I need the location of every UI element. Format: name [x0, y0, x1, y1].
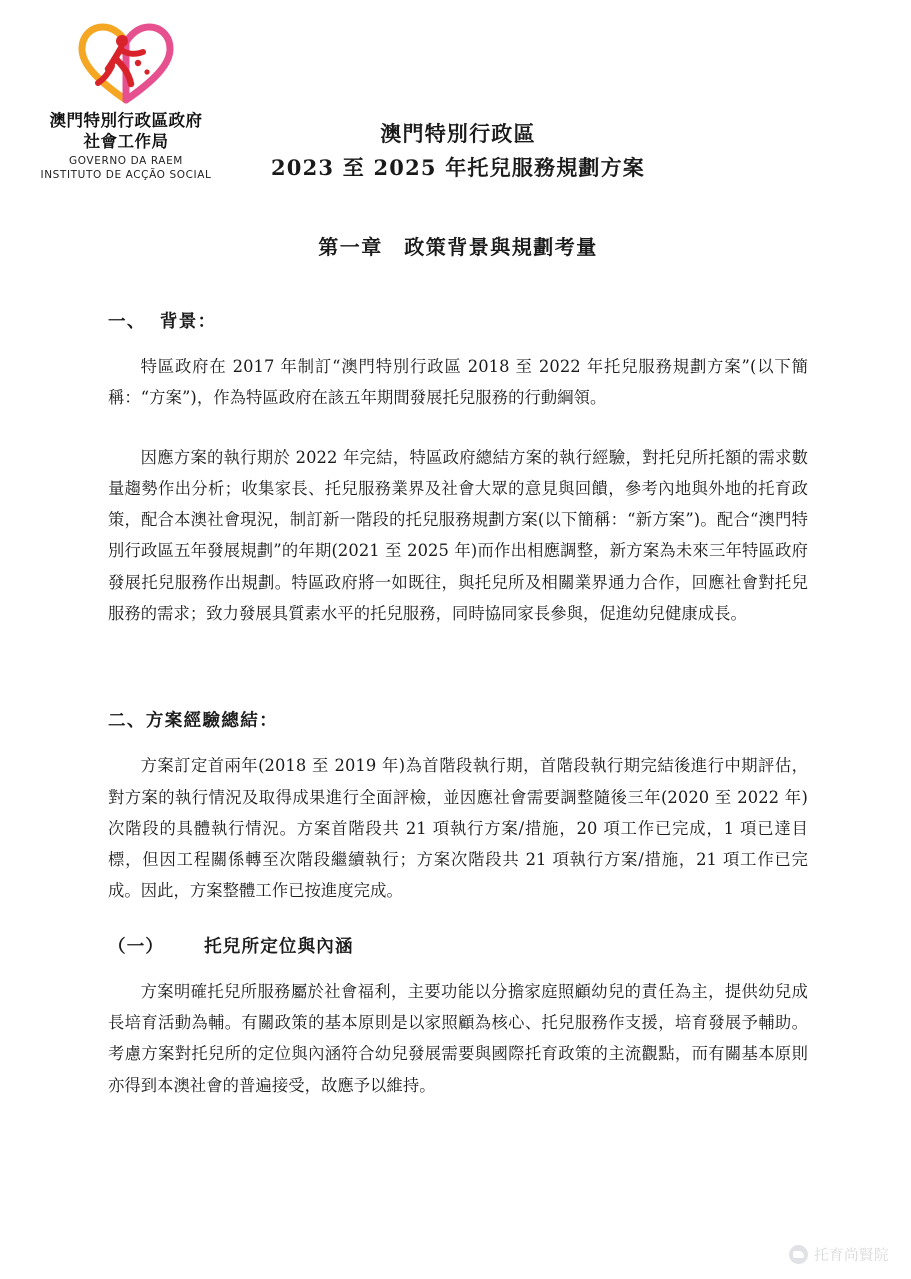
- subsection-1-heading: [108, 933, 808, 958]
- section-spacer: [108, 629, 808, 663]
- subsection-1-title: 托兒所定位與內涵: [204, 936, 354, 957]
- section-1-number: 一、: [108, 312, 146, 332]
- section-2-paragraph-1: 方案訂定首兩年(2018 至 2019 年)為首階段執行期，首階段執行期完結後進行中期評估，對方案的執行情況及取得成果進行全面評檢，並因應社會需要調整隨後三年(2020 至 2022 年)次階段的具體執行情況。方案首階段共 21 項執行方案/措施，20 項工作已完成，1 項已達目標，但因工程關係轉至次階段繼續執行；方案次階段共 21 項執行方案/措施，21 項工作已完成。因此，方案整體工作已按進度完成。: [108, 756, 808, 901]
- org-name-zh-line2: 社會工作局: [83, 132, 169, 152]
- weibo-badge-icon: [789, 1245, 808, 1264]
- document-title-line-1: 澳門特別行政區: [380, 121, 536, 146]
- document-title-line-2: 2023 至 2025 年托兒服務規劃方案: [270, 154, 646, 180]
- watermark: [789, 1244, 889, 1265]
- section-2-number: 二、: [108, 711, 146, 732]
- section-2-heading: [108, 707, 808, 732]
- section-1-paragraph-1: 特區政府在 2017 年制訂“澳門特別行政區 2018 至 2022 年托兒服務規劃方案”(以下簡稱：“方案”)，作為特區政府在該五年期間發展托兒服務的行動綱領。: [108, 357, 808, 408]
- macau-social-welfare-bureau-logo-icon: [77, 22, 175, 104]
- chapter-heading: 第一章 政策背景與規劃考量: [318, 235, 598, 259]
- org-name-pt-line2: INSTITUTO DE ACÇÃO SOCIAL: [40, 168, 212, 181]
- watermark-text: 托育尚賢院: [814, 1248, 889, 1264]
- section-2-title: 方案經驗總結：: [145, 711, 279, 732]
- subsection-1-paragraph-1: 方案明確托兒所服務屬於社會福利，主要功能以分擔家庭照顧幼兒的責任為主，提供幼兒成長培育活動為輔。有關政策的基本原則是以家照顧為核心、托兒服務作支援，培育發展予輔助。考慮方案對托兒所的定位與內涵符合幼兒發展需要與國際托育政策的主流觀點，而有關基本原則亦得到本澳社會的普遍接受，故應予以維持。: [108, 981, 808, 1095]
- document-body: [108, 118, 808, 1101]
- section-1-paragraph-2: 因應方案的執行期於 2022 年完結，特區政府總結方案的執行經驗，對托兒所托額的需求數量趨勢作出分析；收集家長、托兒服務業界及社會大眾的意見與回饋，參考內地與外地的托育政策，配合本澳社會現況，制訂新一階段的托兒服務規劃方案(以下簡稱：“新方案”)。配合“澳門特別行政區五年發展規劃”的年期(2021 至 2025 年)而作出相應調整，新方案為未來三年特區政府發展托兒服務作出規劃。特區政府將一如既往，與托兒所及相關業界通力合作，回應社會對托兒服務的需求；致力發展具質素水平的托兒服務，同時協同家長參與，促進幼兒健康成長。: [108, 447, 808, 623]
- subsection-1-label: （一）: [108, 936, 165, 957]
- section-1-heading: [108, 308, 808, 333]
- section-1-title: 背景：: [159, 312, 217, 332]
- org-name-pt-line1: GOVERNO DA RAEM: [69, 155, 183, 168]
- org-name-zh-line1: 澳門特別行政區政府: [49, 111, 203, 130]
